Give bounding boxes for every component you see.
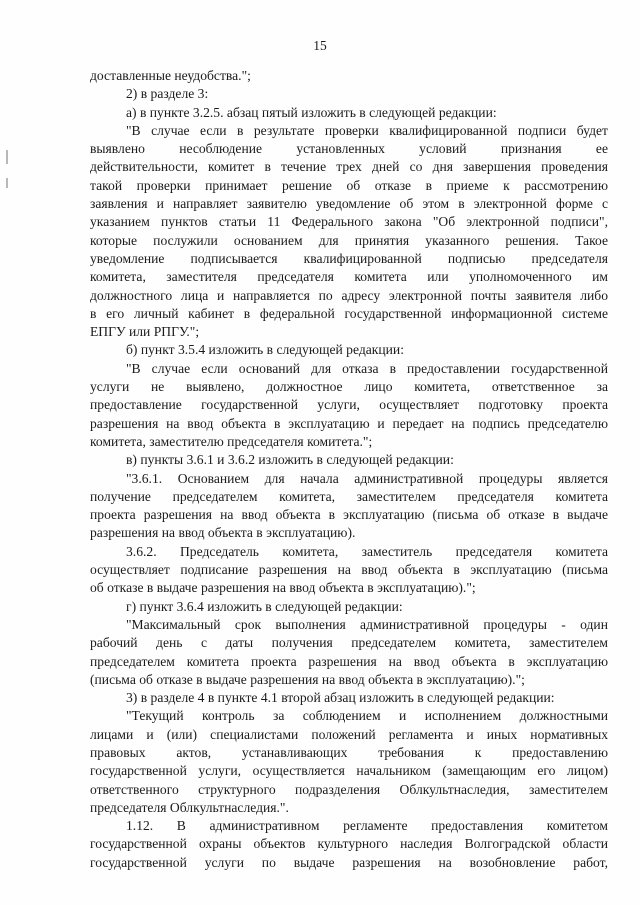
- text-line: действительности, комитет в течение трех дней со дня завершения проведения: [90, 159, 608, 175]
- text-line: в его личный кабинет в федеральной государственной информационной системе: [90, 305, 608, 321]
- text-line: лицами и (или) специалистами положений регламента и иных нормативных: [90, 726, 608, 742]
- text-line: об отказе в выдаче разрешения на ввод объекта в эксплуатацию).";: [90, 580, 476, 596]
- text-line: предоставление государственной услуги, осуществляет подготовку проекта: [90, 397, 608, 413]
- text-line: указанием пунктов статьи 11 Федерального закона "Об электронной подписи",: [90, 214, 608, 230]
- text-line: разрешения на ввод объекта в эксплуатацию).: [90, 525, 356, 541]
- text-line: заявления и направляет заявителю уведомление об этом в электронной форме с: [90, 196, 608, 212]
- scan-margin-mark: [6, 150, 8, 164]
- text-line: председателя Облкультнаследия.".: [90, 799, 289, 815]
- text-line: "3.6.1. Основанием для начала административной процедуры является: [126, 470, 608, 486]
- text-line: должностного лица и направляется по адресу электронной почты заявителя либо: [90, 287, 608, 303]
- text-line: проекта разрешения на ввод объекта в эксплуатацию (письма об отказе в выдаче: [90, 507, 608, 523]
- text-line: осуществляет подписание разрешения на ввод объекта в эксплуатацию (письма: [90, 562, 608, 578]
- text-line: доставленные неудобства.";: [90, 68, 251, 83]
- text-line: уведомление подписывается квалифицированной подписью председателя: [90, 250, 608, 266]
- page-number: 15: [313, 38, 327, 53]
- text-line: услуги не выявлено, должностное лицо комитета, ответственное за: [90, 379, 608, 395]
- text-line: (письма об отказе в выдаче разрешения на ввод объекта в эксплуатацию).";: [90, 671, 525, 687]
- text-line: председателем комитета проекта разрешения на ввод объекта в эксплуатацию: [90, 653, 608, 669]
- text-line: государственной охраны объектов культурного наследия Волгоградской области: [90, 836, 608, 852]
- text-line: получение председателем комитета, заместителем председателя комитета: [90, 488, 608, 504]
- document-body: [90, 67, 608, 872]
- scan-margin-mark: [6, 178, 8, 188]
- text-line: государственной услуги, осуществляется начальником (замещающим его лицом): [90, 763, 608, 779]
- text-line: а) в пункте 3.2.5. абзац пятый изложить в следующей редакции:: [126, 104, 497, 120]
- text-line: комитета, заместителя председателя комитета или уполномоченного им: [90, 269, 608, 285]
- text-line: б) пункт 3.5.4 изложить в следующей редакции:: [126, 342, 404, 358]
- text-line: разрешения на ввод объекта в эксплуатацию и передает на подпись председателю: [90, 415, 608, 431]
- text-line: "В случае если в результате проверки квалифицированной подписи будет: [126, 122, 608, 138]
- text-line: правовых актов, устанавливающих требования к предоставлению: [90, 744, 608, 760]
- text-line: которые послужили основанием для принятия указанного решения. Такое: [90, 232, 608, 248]
- text-line: такой проверки принимает решение об отказе в приеме к рассмотрению: [90, 177, 608, 193]
- text-line: 3.6.2. Председатель комитета, заместитель председателя комитета: [126, 543, 608, 559]
- text-line: комитета, заместителю председателя комитета.";: [90, 433, 373, 449]
- text-line: 3) в разделе 4 в пункте 4.1 второй абзац изложить в следующей редакции:: [126, 690, 555, 706]
- text-line: государственной услуги по выдаче разрешения на возобновление работ,: [90, 854, 608, 870]
- text-line: ответственного структурного подразделения Облкультнаследия, заместителем: [90, 781, 608, 797]
- text-line: "Максимальный срок выполнения административной процедуры - один: [126, 616, 608, 632]
- text-line: "Текущий контроль за соблюдением и исполнением должностными: [126, 708, 608, 724]
- text-line: выявлено несоблюдение установленных условий признания ее: [90, 141, 608, 157]
- text-line: "В случае если оснований для отказа в предоставлении государственной: [126, 360, 608, 376]
- text-line: рабочий день с даты получения председателем комитета, заместителем: [90, 635, 608, 651]
- text-line: 1.12. В административном регламенте предоставления комитетом: [126, 818, 608, 834]
- text-line: ЕПГУ или РПГУ.";: [90, 324, 200, 340]
- text-line: 2) в разделе 3:: [126, 86, 209, 102]
- text-line: г) пункт 3.6.4 изложить в следующей редакции:: [126, 598, 403, 614]
- text-line: в) пункты 3.6.1 и 3.6.2 изложить в следующей редакции:: [126, 452, 454, 468]
